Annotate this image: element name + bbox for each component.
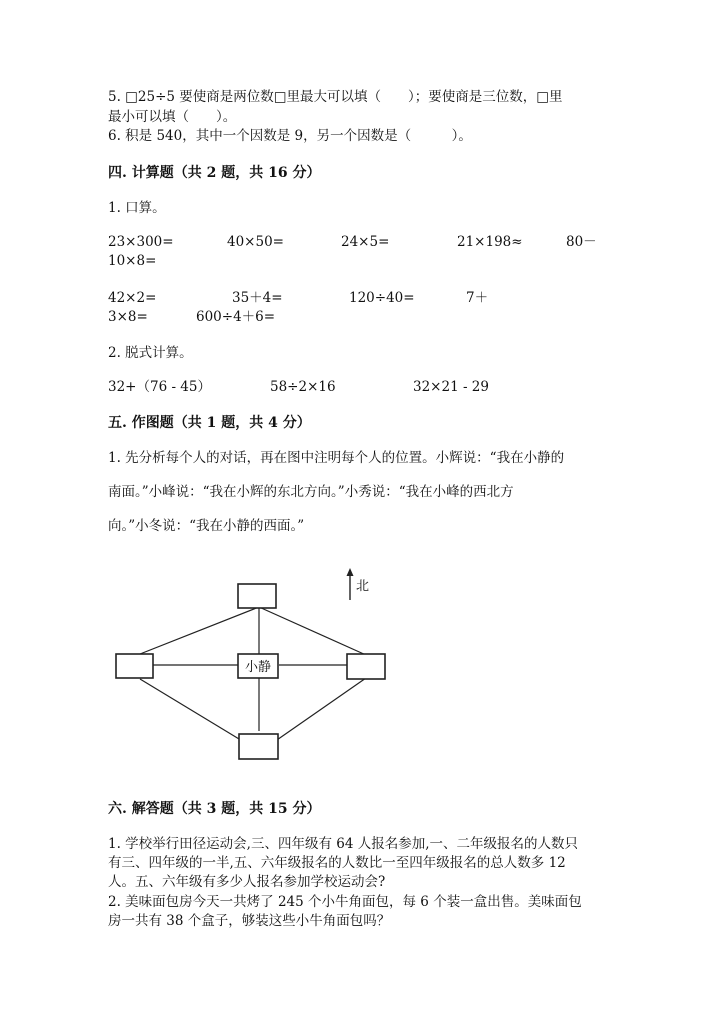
connector-line [274, 678, 366, 742]
oral-calc-title: 1. 口算。 [108, 200, 166, 216]
box-east [347, 654, 385, 679]
calc-item: 24×5= [341, 234, 390, 250]
north-label: 北 [356, 579, 370, 594]
calc-item: 35＋4= [232, 290, 283, 306]
calc-item: 23×300= [108, 234, 174, 250]
section-4-heading: 四. 计算题（共 2 题，共 16 分） [108, 165, 321, 181]
calc-item: 120÷40= [349, 290, 415, 306]
drawing-question-line-2: 南面。”小峰说：“我在小辉的东北方向。”小秀说：“我在小峰的西北方 [108, 484, 514, 500]
drawing-question-line-1: 1. 先分析每个人的对话，再在图中注明每个人的位置。小辉说：“我在小静的 [108, 450, 565, 466]
calc-item: 7＋ [466, 290, 489, 306]
word-problem-1-line-1: 1. 学校举行田径运动会,三、四年级有 64 人报名参加,一、二年级报名的人数只 [108, 836, 579, 852]
north-arrow-icon [347, 568, 354, 600]
word-problem-1-line-3: 人。五、六年级有多少人报名参加学校运动会? [108, 874, 386, 890]
calc-item: 58÷2×16 [270, 379, 336, 395]
question-6: 6. 积是 540，其中一个因数是 9，另一个因数是（ ）。 [108, 128, 472, 144]
question-5-line-1: 5. □25÷5 要使商是两位数□里最大可以填（ ）；要使商是三位数，□里 [108, 89, 563, 105]
question-5-line-2: 最小可以填（ ）。 [108, 109, 237, 125]
calc-item: 32+（76 - 45） [108, 379, 211, 395]
connector-line [140, 679, 244, 742]
calc-item: 21×198≈ [457, 234, 523, 250]
calc-item: 10×8= [108, 253, 157, 269]
position-diagram [110, 560, 400, 770]
center-label: 小静 [244, 660, 272, 675]
section-5-heading: 五. 作图题（共 1 题，共 4 分） [108, 415, 311, 431]
calc-item: 80－ [566, 234, 597, 250]
calc-item: 3×8= [108, 309, 148, 325]
stepwise-calc-title: 2. 脱式计算。 [108, 345, 193, 361]
calc-item: 32×21 - 29 [413, 379, 489, 395]
box-north [238, 584, 276, 608]
box-south [239, 734, 278, 759]
connector-line [259, 607, 366, 655]
word-problem-2-line-1: 2. 美味面包房今天一共烤了 245 个小牛角面包，每 6 个装一盒出售。美味面包 [108, 894, 582, 910]
word-problem-1-line-2: 有三、四年级的一半,五、六年级报名的人数比一至四年级报名的总人数多 12 [108, 855, 566, 871]
calc-item: 42×2= [108, 290, 157, 306]
section-6-heading: 六. 解答题（共 3 题，共 15 分） [108, 801, 321, 817]
word-problem-2-line-2: 房一共有 38 个盒子，够装这些小牛角面包吗？ [108, 913, 391, 929]
drawing-question-line-3: 向。”小冬说：“我在小静的西面。” [108, 518, 305, 534]
connector-line [140, 607, 259, 654]
calc-item: 600÷4＋6= [196, 309, 276, 325]
box-west [116, 654, 153, 678]
calc-item: 40×50= [227, 234, 284, 250]
